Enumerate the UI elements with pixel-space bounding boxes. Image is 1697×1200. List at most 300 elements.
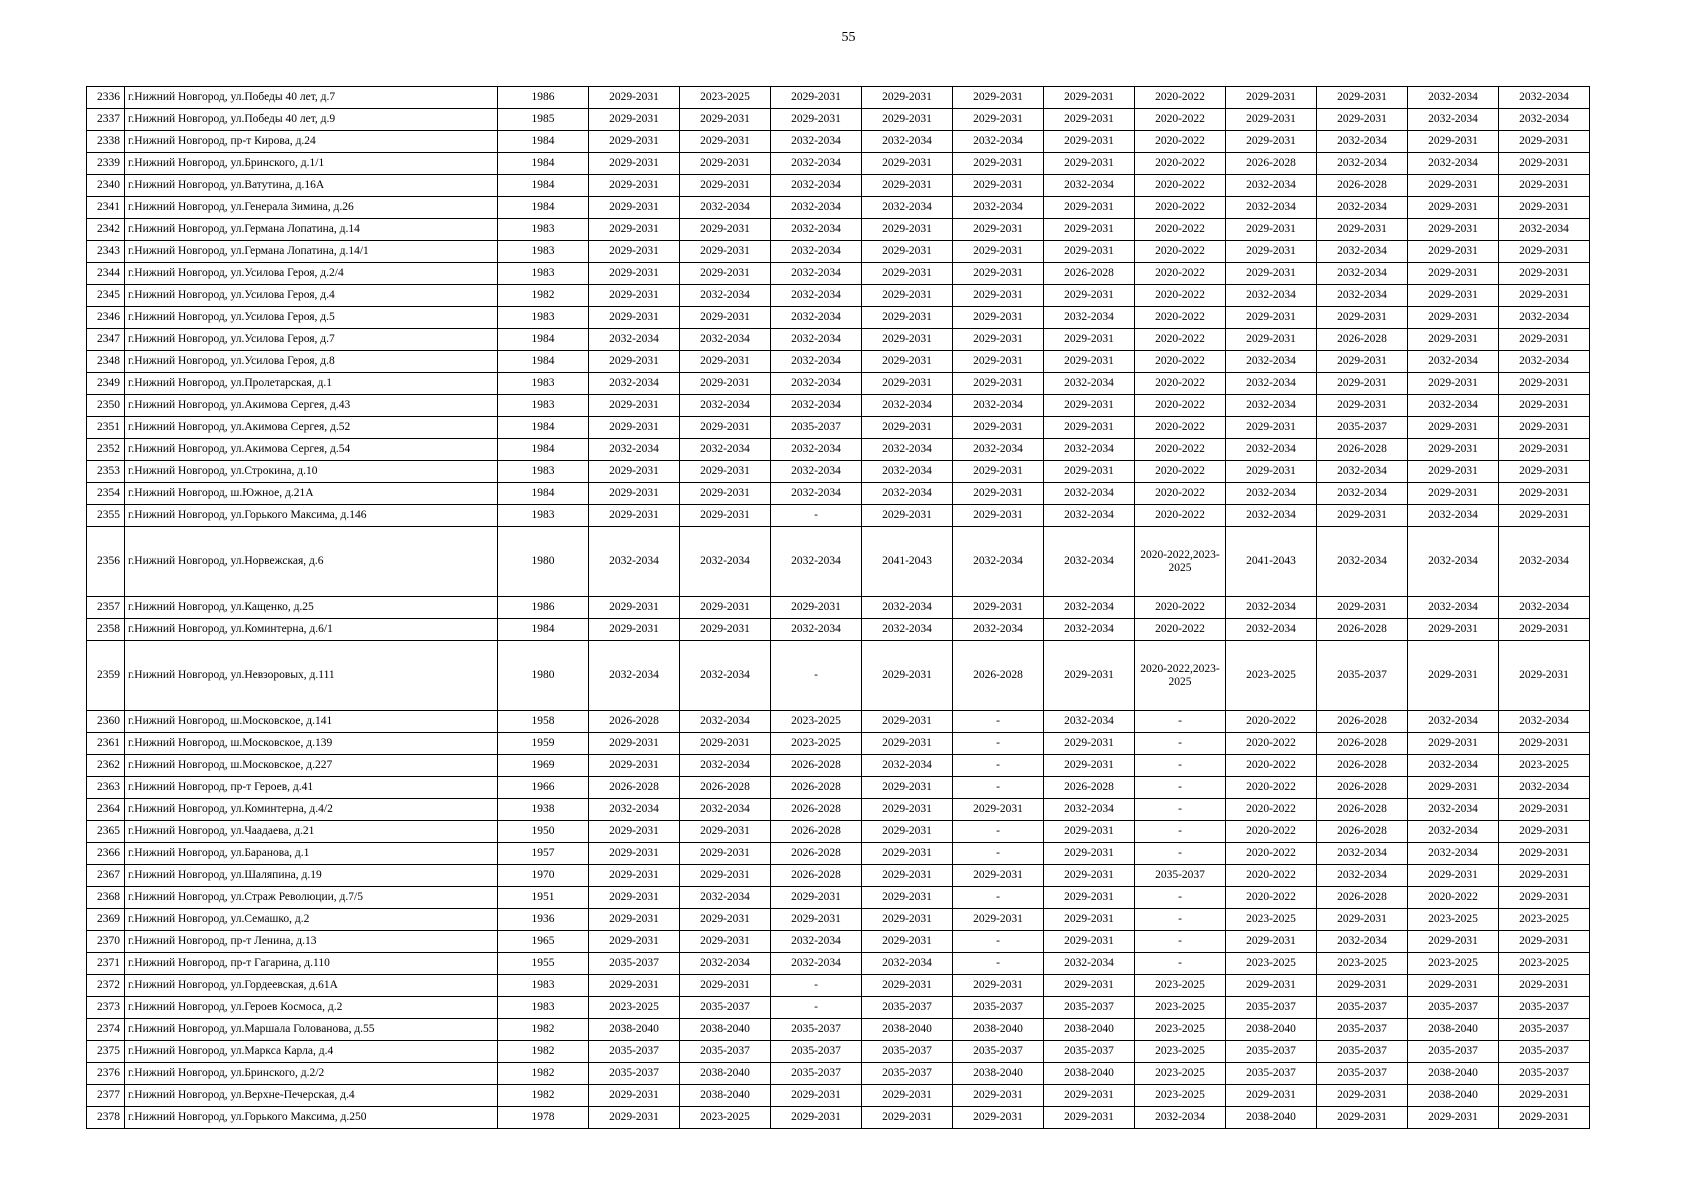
repair-period-cell: 2038-2040 — [1408, 1085, 1499, 1107]
year-built-cell: 1984 — [498, 329, 589, 351]
table-row — [87, 597, 1590, 619]
table-row — [87, 1019, 1590, 1041]
repair-period-cell: 2029-2031 — [1408, 619, 1499, 641]
row-number-cell: 2359 — [87, 641, 125, 711]
repair-period-cell: 2029-2031 — [589, 619, 680, 641]
repair-period-cell: 2038-2040 — [1226, 1019, 1317, 1041]
repair-period-cell: - — [1135, 755, 1226, 777]
repair-period-cell: 2032-2034 — [1408, 505, 1499, 527]
row-number-cell: 2339 — [87, 153, 125, 175]
repair-period-cell: 2032-2034 — [680, 641, 771, 711]
repair-period-cell: - — [953, 843, 1044, 865]
repair-period-cell: 2038-2040 — [1044, 1019, 1135, 1041]
repair-period-cell: 2029-2031 — [1317, 373, 1408, 395]
repair-period-cell: 2029-2031 — [589, 241, 680, 263]
repair-period-cell: 2032-2034 — [1226, 175, 1317, 197]
repair-period-cell: 2029-2031 — [1317, 307, 1408, 329]
row-number-cell: 2372 — [87, 975, 125, 997]
repair-period-cell: 2029-2031 — [1044, 865, 1135, 887]
repair-period-cell: 2032-2034 — [1044, 439, 1135, 461]
repair-period-cell: 2029-2031 — [680, 219, 771, 241]
repair-period-cell: 2029-2031 — [589, 307, 680, 329]
repair-period-cell: 2032-2034 — [1408, 597, 1499, 619]
year-built-cell: 1951 — [498, 887, 589, 909]
table-row — [87, 483, 1590, 505]
repair-period-cell: - — [1135, 733, 1226, 755]
repair-period-cell: 2032-2034 — [953, 197, 1044, 219]
repair-period-cell: 2032-2034 — [680, 395, 771, 417]
repair-period-cell: 2029-2031 — [771, 909, 862, 931]
repair-period-cell: 2029-2031 — [1499, 843, 1590, 865]
repair-period-cell: 2035-2037 — [1408, 997, 1499, 1019]
repair-period-cell: 2020-2022 — [1226, 887, 1317, 909]
repair-period-cell: 2029-2031 — [1226, 329, 1317, 351]
address-cell: г.Нижний Новгород, ул.Героев Космоса, д.2 — [125, 997, 498, 1019]
repair-period-cell: 2029-2031 — [1044, 641, 1135, 711]
year-built-cell: 1982 — [498, 1019, 589, 1041]
repair-period-cell: - — [953, 733, 1044, 755]
repair-period-cell: 2029-2031 — [862, 1085, 953, 1107]
row-number-cell: 2377 — [87, 1085, 125, 1107]
year-built-cell: 1983 — [498, 219, 589, 241]
repair-period-cell: 2029-2031 — [589, 131, 680, 153]
address-cell: г.Нижний Новгород, ул.Страж Революции, д.7/5 — [125, 887, 498, 909]
repair-period-cell: 2032-2034 — [1317, 931, 1408, 953]
address-cell: г.Нижний Новгород, ул.Невзоровых, д.111 — [125, 641, 498, 711]
repair-period-cell: 2020-2022 — [1226, 755, 1317, 777]
repair-period-cell: 2023-2025 — [1135, 1085, 1226, 1107]
repair-period-cell: 2029-2031 — [1499, 329, 1590, 351]
repair-period-cell: 2038-2040 — [953, 1019, 1044, 1041]
repair-period-cell: 2032-2034 — [862, 197, 953, 219]
row-number-cell: 2338 — [87, 131, 125, 153]
address-cell: г.Нижний Новгород, ул.Верхне-Печерская, д.4 — [125, 1085, 498, 1107]
row-number-cell: 2351 — [87, 417, 125, 439]
repair-period-cell: 2029-2031 — [1499, 241, 1590, 263]
repair-period-cell: 2029-2031 — [1044, 87, 1135, 109]
repair-period-cell: 2029-2031 — [589, 395, 680, 417]
row-number-cell: 2350 — [87, 395, 125, 417]
repair-period-cell: 2032-2034 — [1408, 87, 1499, 109]
repair-period-cell: 2020-2022 — [1135, 153, 1226, 175]
repair-period-cell: 2026-2028 — [1317, 619, 1408, 641]
repair-period-cell: 2029-2031 — [589, 219, 680, 241]
repair-period-cell: 2029-2031 — [589, 733, 680, 755]
repair-period-cell: 2029-2031 — [862, 777, 953, 799]
repair-period-cell: 2029-2031 — [1044, 887, 1135, 909]
repair-period-cell: 2020-2022 — [1226, 821, 1317, 843]
repair-period-cell: 2029-2031 — [862, 307, 953, 329]
row-number-cell: 2367 — [87, 865, 125, 887]
repair-period-cell: 2032-2034 — [680, 329, 771, 351]
repair-period-cell: 2029-2031 — [1317, 219, 1408, 241]
repair-period-cell: 2032-2034 — [1226, 597, 1317, 619]
table-row — [87, 931, 1590, 953]
table-row — [87, 953, 1590, 975]
repair-period-cell: 2029-2031 — [1226, 87, 1317, 109]
repair-period-cell: 2023-2025 — [771, 711, 862, 733]
repair-period-cell: 2035-2037 — [953, 997, 1044, 1019]
repair-period-cell: 2035-2037 — [1499, 1063, 1590, 1085]
repair-period-cell: 2029-2031 — [680, 865, 771, 887]
table-row — [87, 285, 1590, 307]
repair-period-cell: 2032-2034 — [771, 175, 862, 197]
repair-period-cell: 2020-2022 — [1135, 285, 1226, 307]
repair-period-cell: 2032-2034 — [1226, 505, 1317, 527]
table-row — [87, 131, 1590, 153]
repair-period-cell: 2029-2031 — [862, 285, 953, 307]
address-cell: г.Нижний Новгород, ул.Гордеевская, д.61А — [125, 975, 498, 997]
repair-period-cell: 2029-2031 — [589, 931, 680, 953]
repair-period-cell: 2029-2031 — [1317, 1107, 1408, 1129]
repair-period-cell: 2032-2034 — [589, 641, 680, 711]
row-number-cell: 2353 — [87, 461, 125, 483]
repair-period-cell: 2020-2022 — [1135, 483, 1226, 505]
repair-period-cell: 2029-2031 — [1044, 219, 1135, 241]
repair-period-cell: 2035-2037 — [862, 1063, 953, 1085]
repair-period-cell: 2035-2037 — [1135, 865, 1226, 887]
repair-period-cell: 2026-2028 — [1317, 821, 1408, 843]
row-number-cell: 2378 — [87, 1107, 125, 1129]
row-number-cell: 2342 — [87, 219, 125, 241]
repair-period-cell: 2029-2031 — [680, 263, 771, 285]
row-number-cell: 2373 — [87, 997, 125, 1019]
repair-period-cell: 2032-2034 — [1044, 799, 1135, 821]
repair-period-cell: 2029-2031 — [589, 755, 680, 777]
repair-period-cell: 2023-2025 — [1135, 1019, 1226, 1041]
repair-period-cell: 2029-2031 — [771, 597, 862, 619]
repair-period-cell: 2029-2031 — [1226, 263, 1317, 285]
repair-period-cell: 2035-2037 — [1044, 997, 1135, 1019]
repair-period-cell: 2032-2034 — [680, 887, 771, 909]
repair-period-cell: 2029-2031 — [862, 109, 953, 131]
repair-period-cell: 2020-2022 — [1135, 219, 1226, 241]
year-built-cell: 1959 — [498, 733, 589, 755]
repair-period-cell: 2029-2031 — [953, 1107, 1044, 1129]
repair-period-cell: 2020-2022 — [1135, 307, 1226, 329]
repair-period-cell: 2032-2034 — [1408, 799, 1499, 821]
repair-period-cell: 2023-2025 — [1135, 1041, 1226, 1063]
repair-period-cell: 2035-2037 — [771, 1041, 862, 1063]
repair-period-cell: 2032-2034 — [771, 527, 862, 597]
repair-period-cell: 2020-2022 — [1226, 777, 1317, 799]
repair-period-cell: 2029-2031 — [1044, 351, 1135, 373]
repair-period-cell: 2029-2031 — [1317, 975, 1408, 997]
repair-period-cell: 2032-2034 — [1499, 87, 1590, 109]
repair-period-cell: 2032-2034 — [1226, 285, 1317, 307]
repair-period-cell: 2026-2028 — [680, 777, 771, 799]
repair-period-cell: 2029-2031 — [862, 887, 953, 909]
repair-period-cell: 2029-2031 — [1499, 197, 1590, 219]
repair-period-cell: 2029-2031 — [953, 109, 1044, 131]
repair-period-cell: 2029-2031 — [953, 865, 1044, 887]
year-built-cell: 1986 — [498, 87, 589, 109]
repair-period-cell: 2032-2034 — [1226, 351, 1317, 373]
repair-period-cell: 2029-2031 — [953, 1085, 1044, 1107]
year-built-cell: 1984 — [498, 351, 589, 373]
repair-period-cell: 2029-2031 — [771, 887, 862, 909]
table-row — [87, 417, 1590, 439]
row-number-cell: 2363 — [87, 777, 125, 799]
table-row — [87, 887, 1590, 909]
repair-period-cell: 2032-2034 — [1044, 619, 1135, 641]
year-built-cell: 1958 — [498, 711, 589, 733]
address-cell: г.Нижний Новгород, ул.Горького Максима, д.146 — [125, 505, 498, 527]
repair-period-cell: 2029-2031 — [1499, 263, 1590, 285]
repair-period-cell: 2032-2034 — [1408, 351, 1499, 373]
repair-period-cell: 2026-2028 — [1317, 439, 1408, 461]
table-row — [87, 733, 1590, 755]
year-built-cell: 1955 — [498, 953, 589, 975]
repair-period-cell: - — [953, 777, 1044, 799]
year-built-cell: 1978 — [498, 1107, 589, 1129]
address-cell: г.Нижний Новгород, ул.Германа Лопатина, д.14 — [125, 219, 498, 241]
repair-period-cell: 2029-2031 — [953, 909, 1044, 931]
repair-period-cell: 2026-2028 — [953, 641, 1044, 711]
repair-period-cell: 2038-2040 — [1226, 1107, 1317, 1129]
repair-period-cell: 2032-2034 — [1408, 843, 1499, 865]
repair-period-cell: 2029-2031 — [1226, 307, 1317, 329]
year-built-cell: 1982 — [498, 1041, 589, 1063]
repair-period-cell: 2020-2022 — [1135, 619, 1226, 641]
repair-period-cell: 2029-2031 — [953, 307, 1044, 329]
repair-period-cell: 2020-2022 — [1135, 109, 1226, 131]
repair-period-cell: 2023-2025 — [1408, 953, 1499, 975]
repair-period-cell: 2032-2034 — [1226, 439, 1317, 461]
repair-period-cell: 2032-2034 — [862, 597, 953, 619]
row-number-cell: 2341 — [87, 197, 125, 219]
table-row — [87, 777, 1590, 799]
repair-period-cell: 2023-2025 — [1499, 953, 1590, 975]
repair-period-cell: 2038-2040 — [680, 1019, 771, 1041]
table-row — [87, 821, 1590, 843]
repair-period-cell: 2026-2028 — [771, 843, 862, 865]
repair-period-cell: 2038-2040 — [1408, 1019, 1499, 1041]
repair-period-cell: 2035-2037 — [771, 1063, 862, 1085]
table-row — [87, 1063, 1590, 1085]
year-built-cell: 1983 — [498, 395, 589, 417]
repair-period-cell: 2020-2022 — [1135, 175, 1226, 197]
repair-period-cell: 2029-2031 — [1044, 461, 1135, 483]
address-cell: г.Нижний Новгород, ул.Чаадаева, д.21 — [125, 821, 498, 843]
table-row — [87, 619, 1590, 641]
repair-period-cell: 2029-2031 — [1226, 219, 1317, 241]
row-number-cell: 2374 — [87, 1019, 125, 1041]
address-cell: г.Нижний Новгород, ул.Коминтерна, д.6/1 — [125, 619, 498, 641]
repair-period-cell: 2026-2028 — [1317, 175, 1408, 197]
repair-period-cell: 2029-2031 — [1044, 755, 1135, 777]
repair-period-cell: 2029-2031 — [862, 241, 953, 263]
address-cell: г.Нижний Новгород, ул.Кащенко, д.25 — [125, 597, 498, 619]
repair-period-cell: 2032-2034 — [862, 131, 953, 153]
repair-period-cell: 2029-2031 — [1408, 285, 1499, 307]
address-cell: г.Нижний Новгород, пр-т Ленина, д.13 — [125, 931, 498, 953]
repair-period-cell: 2029-2031 — [589, 843, 680, 865]
repair-period-cell: 2032-2034 — [1499, 307, 1590, 329]
repair-period-cell: 2035-2037 — [862, 1041, 953, 1063]
repair-period-cell: 2029-2031 — [1226, 109, 1317, 131]
address-cell: г.Нижний Новгород, ул.Пролетарская, д.1 — [125, 373, 498, 395]
repair-period-cell: 2032-2034 — [771, 483, 862, 505]
table-row — [87, 711, 1590, 733]
repair-period-cell: - — [771, 997, 862, 1019]
repair-period-cell: 2029-2031 — [1408, 417, 1499, 439]
row-number-cell: 2356 — [87, 527, 125, 597]
address-cell: г.Нижний Новгород, ул.Акимова Сергея, д.54 — [125, 439, 498, 461]
year-built-cell: 1938 — [498, 799, 589, 821]
repair-period-cell: 2029-2031 — [589, 461, 680, 483]
row-number-cell: 2349 — [87, 373, 125, 395]
address-cell: г.Нижний Новгород, ул.Победы 40 лет, д.7 — [125, 87, 498, 109]
repair-period-cell: 2026-2028 — [1044, 777, 1135, 799]
repair-period-cell: 2038-2040 — [1408, 1063, 1499, 1085]
repair-period-cell: 2032-2034 — [1044, 711, 1135, 733]
repair-period-cell: 2032-2034 — [1499, 711, 1590, 733]
address-cell: г.Нижний Новгород, ул.Маркса Карла, д.4 — [125, 1041, 498, 1063]
table-row — [87, 975, 1590, 997]
repair-period-cell: 2029-2031 — [862, 733, 953, 755]
repair-period-cell: 2032-2034 — [862, 483, 953, 505]
repair-period-cell: - — [771, 641, 862, 711]
repair-period-cell: 2029-2031 — [1317, 505, 1408, 527]
address-cell: г.Нижний Новгород, ул.Усилова Героя, д.7 — [125, 329, 498, 351]
row-number-cell: 2358 — [87, 619, 125, 641]
repair-period-cell: 2029-2031 — [680, 417, 771, 439]
address-cell: г.Нижний Новгород, ул.Усилова Героя, д.8 — [125, 351, 498, 373]
repair-period-cell: 2035-2037 — [862, 997, 953, 1019]
repair-period-cell: 2029-2031 — [1499, 1085, 1590, 1107]
row-number-cell: 2336 — [87, 87, 125, 109]
repair-period-cell: 2035-2037 — [1226, 1041, 1317, 1063]
repair-period-cell: 2029-2031 — [680, 505, 771, 527]
repair-period-cell: 2026-2028 — [1317, 777, 1408, 799]
repair-period-cell: 2020-2022 — [1135, 417, 1226, 439]
repair-period-cell: 2029-2031 — [680, 733, 771, 755]
repair-period-cell: 2032-2034 — [1044, 373, 1135, 395]
repair-period-cell: 2023-2025 — [680, 87, 771, 109]
row-number-cell: 2371 — [87, 953, 125, 975]
repair-period-cell: 2032-2034 — [862, 439, 953, 461]
repair-period-cell: 2029-2031 — [1044, 733, 1135, 755]
repair-period-cell: 2032-2034 — [680, 799, 771, 821]
repair-period-cell: 2032-2034 — [1226, 395, 1317, 417]
repair-period-cell: 2023-2025 — [1317, 953, 1408, 975]
year-built-cell: 1936 — [498, 909, 589, 931]
year-built-cell: 1982 — [498, 1085, 589, 1107]
repair-period-cell: 2035-2037 — [589, 1041, 680, 1063]
year-built-cell: 1980 — [498, 641, 589, 711]
repair-period-cell: 2026-2028 — [771, 755, 862, 777]
repair-period-cell: 2029-2031 — [862, 219, 953, 241]
repair-period-cell: 2029-2031 — [589, 153, 680, 175]
repair-period-cell: 2020-2022 — [1135, 373, 1226, 395]
repair-period-cell: 2029-2031 — [1408, 373, 1499, 395]
repair-period-cell: - — [771, 975, 862, 997]
repair-period-cell: 2020-2022,2023-2025 — [1135, 527, 1226, 597]
repair-period-cell: 2029-2031 — [1044, 153, 1135, 175]
table-row — [87, 1085, 1590, 1107]
row-number-cell: 2364 — [87, 799, 125, 821]
repair-period-cell: 2029-2031 — [1499, 461, 1590, 483]
repair-period-cell: 2032-2034 — [1226, 373, 1317, 395]
row-number-cell: 2376 — [87, 1063, 125, 1085]
year-built-cell: 1984 — [498, 131, 589, 153]
repair-period-cell: 2032-2034 — [680, 197, 771, 219]
repair-period-cell: 2029-2031 — [1499, 821, 1590, 843]
repair-period-cell: 2020-2022 — [1135, 439, 1226, 461]
repair-period-cell: 2029-2031 — [589, 417, 680, 439]
table-row — [87, 351, 1590, 373]
repair-period-cell: 2032-2034 — [1044, 597, 1135, 619]
repair-period-cell: 2029-2031 — [1044, 241, 1135, 263]
table-row — [87, 197, 1590, 219]
repair-period-cell: 2029-2031 — [1408, 241, 1499, 263]
repair-period-cell: 2026-2028 — [1317, 755, 1408, 777]
repair-period-cell: 2032-2034 — [771, 131, 862, 153]
repair-period-cell: 2032-2034 — [680, 953, 771, 975]
repair-period-cell: 2026-2028 — [771, 777, 862, 799]
repair-period-cell: 2029-2031 — [680, 483, 771, 505]
repair-period-cell: 2023-2025 — [1499, 755, 1590, 777]
table-row — [87, 865, 1590, 887]
repair-period-cell: 2029-2031 — [1499, 153, 1590, 175]
row-number-cell: 2340 — [87, 175, 125, 197]
repair-period-cell: 2032-2034 — [771, 241, 862, 263]
repair-period-cell: 2023-2025 — [589, 997, 680, 1019]
address-cell: г.Нижний Новгород, ул.Маршала Голованова, д.55 — [125, 1019, 498, 1041]
repair-period-cell: 2032-2034 — [1408, 711, 1499, 733]
repair-period-cell: 2029-2031 — [680, 175, 771, 197]
repair-period-cell: 2032-2034 — [1317, 131, 1408, 153]
repair-period-cell: 2032-2034 — [862, 755, 953, 777]
address-cell: г.Нижний Новгород, ш.Московское, д.139 — [125, 733, 498, 755]
repair-period-cell: - — [953, 887, 1044, 909]
repair-period-cell: 2032-2034 — [1044, 527, 1135, 597]
year-built-cell: 1984 — [498, 619, 589, 641]
repair-period-cell: 2020-2022 — [1226, 799, 1317, 821]
repair-period-cell: 2029-2031 — [1408, 733, 1499, 755]
repair-period-cell: 2026-2028 — [589, 777, 680, 799]
row-number-cell: 2368 — [87, 887, 125, 909]
address-cell: г.Нижний Новгород, ш.Южное, д.21А — [125, 483, 498, 505]
repair-period-cell: 2029-2031 — [1408, 865, 1499, 887]
row-number-cell: 2343 — [87, 241, 125, 263]
table-row — [87, 175, 1590, 197]
repair-period-cell: 2029-2031 — [953, 417, 1044, 439]
year-built-cell: 1986 — [498, 597, 589, 619]
address-cell: г.Нижний Новгород, ул.Генерала Зимина, д.26 — [125, 197, 498, 219]
repair-period-cell: 2029-2031 — [953, 241, 1044, 263]
repair-period-cell: 2032-2034 — [1408, 153, 1499, 175]
year-built-cell: 1970 — [498, 865, 589, 887]
repair-period-cell: 2029-2031 — [680, 461, 771, 483]
repair-period-cell: 2032-2034 — [1317, 197, 1408, 219]
table-row — [87, 219, 1590, 241]
repair-period-cell: 2029-2031 — [953, 799, 1044, 821]
repair-period-cell: 2029-2031 — [1408, 197, 1499, 219]
repair-period-cell: 2032-2034 — [1499, 527, 1590, 597]
row-number-cell: 2347 — [87, 329, 125, 351]
address-cell: г.Нижний Новгород, ул.Усилова Героя, д.4 — [125, 285, 498, 307]
repair-period-cell: - — [1135, 909, 1226, 931]
repair-period-cell: 2032-2034 — [680, 439, 771, 461]
repair-period-cell: 2020-2022 — [1135, 505, 1226, 527]
repair-period-cell: 2032-2034 — [1499, 777, 1590, 799]
repair-period-cell: 2029-2031 — [589, 865, 680, 887]
repair-period-cell: 2032-2034 — [1044, 175, 1135, 197]
address-cell: г.Нижний Новгород, ул.Акимова Сергея, д.52 — [125, 417, 498, 439]
year-built-cell: 1950 — [498, 821, 589, 843]
